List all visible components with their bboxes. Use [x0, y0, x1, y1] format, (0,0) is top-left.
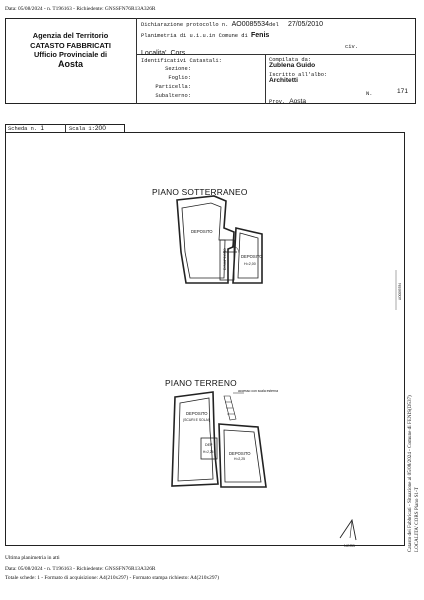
office-catasto: CATASTO FABBRICATI: [30, 40, 111, 50]
basement-room-right-label: DEPOSITO: [241, 254, 263, 259]
declaration-number: AO0085534: [231, 21, 269, 28]
subalterno-label: Subalterno:: [155, 93, 191, 99]
prov-value: Aosta: [289, 98, 307, 105]
scala-value: 200: [94, 125, 106, 132]
declaration-date: 27/05/2010: [287, 21, 323, 28]
footer-ultima: Ultima planimetria in atti: [5, 555, 60, 561]
ground-room-right-height: H=2,25: [234, 457, 246, 461]
n-label: N.: [366, 91, 373, 97]
ground-room-right-label: DEPOSITO: [229, 451, 251, 456]
basement-corridor-label: DISIMPEGNO: [223, 248, 227, 270]
north-arrow: [340, 520, 356, 540]
plan-comune-label: Planimetria di u.i.u.in Comune di: [141, 33, 248, 39]
floor-label-ground: PIANO TERRENO: [165, 378, 237, 388]
localita-label: Localita': [141, 50, 167, 57]
declaration-date-label: del: [268, 22, 279, 28]
albo-value: Architetti: [269, 77, 298, 84]
compiled-label: Compilata da:: [269, 57, 312, 63]
right-location-note: LOCALITA' CORS Piano S1-T: [414, 487, 420, 552]
basement-room-left-label: DEPOSITO: [191, 229, 213, 234]
sezione-label: Sezione:: [165, 66, 191, 72]
comune-value: Fenis: [251, 32, 270, 39]
footer-line1: Data: 05/08/2024 - n. T196163 - Richiedente: GNSSFN76R13A326R: [5, 566, 156, 572]
foglio-label: Foglio:: [168, 75, 191, 81]
ground-small-dep-height: H=2,25: [203, 450, 214, 454]
right-situation-note: Catasto dei Fabbricati - Situazione al 05/08/2024 - Comune di FENIS(D537): [407, 395, 413, 552]
declaration-label: Dichiarazione protocollo n.: [141, 22, 229, 28]
scheda-value: 1: [40, 125, 45, 132]
north-label: NORD: [344, 544, 356, 548]
localita-value: Cors: [170, 50, 186, 57]
side-protocol-mark: AO0085534: [398, 282, 402, 300]
floor-label-basement: PIANO SOTTERRANEO: [152, 187, 248, 197]
office-ufficio: Ufficio Provinciale di: [33, 50, 108, 60]
civ-label: civ.: [345, 44, 358, 50]
footer-line2: Totale schede: 1 - Formato di acquisizione: A4(210x297) - Formato stampa richiesto: A4(210x297): [5, 575, 220, 581]
cadastral-title: Identificativi Catastali:: [141, 58, 222, 64]
compiled-name: Zublena Guido: [269, 62, 316, 69]
scala-label: Scala 1:: [69, 126, 95, 132]
office-city: Aosta: [57, 58, 83, 69]
ground-small-dep-label: DEP: [205, 443, 213, 447]
ground-room-left-label: DEPOSITO: [186, 411, 208, 416]
ground-room-left-sub: (SCURI E SOLAI): [183, 418, 210, 422]
access-note: accesso con scala esterna: [238, 389, 278, 393]
scheda-label: Scheda n.: [8, 126, 38, 132]
prov-label: Prov.: [269, 99, 286, 105]
basement-room-right-height: H=2,00: [244, 262, 256, 266]
n-value: 171: [397, 88, 409, 95]
office-agency: Agenzia del Territorio: [32, 31, 109, 40]
albo-label: Iscritto all'albo:: [269, 72, 328, 78]
particella-label: Particella:: [155, 84, 191, 90]
top-request-note: Data: 05/08/2024 - n. T196163 - Richiedente: GNSSFN76R13A326R: [5, 6, 156, 12]
